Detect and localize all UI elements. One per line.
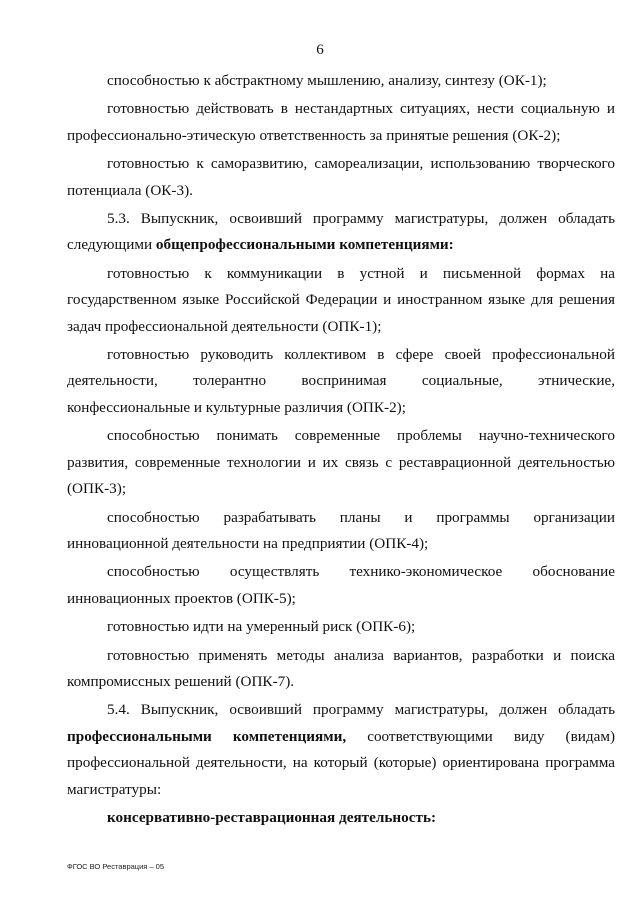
paragraph-ok1: способностью к абстрактному мышлению, анализу, синтезу (ОК-1); bbox=[107, 72, 547, 89]
section-5-4-text-end: соответствующими виду (видам) профессиональной деятельности, на который (которые) ориентирована программа магистратуры: bbox=[67, 727, 616, 798]
document-body bbox=[67, 68, 615, 831]
paragraph-opk5: способностью осуществлять технико-экономическое обоснование инновационных проектов (ОПК-5); bbox=[67, 563, 615, 607]
section-5-4-text: 5.4. Выпускник, освоивший программу магистратуры, должен обладать bbox=[107, 701, 615, 719]
paragraph-section-5-3 bbox=[67, 206, 615, 259]
subheading-text: консервативно-реставрационная деятельность: bbox=[107, 808, 437, 826]
page-number: 6 bbox=[316, 42, 324, 58]
section-5-3-text: 5.3. Выпускник, освоивший программу магистратуры, должен обладать следующими bbox=[67, 210, 615, 254]
section-5-4-bold: профессиональными компетенциями, bbox=[67, 727, 347, 745]
section-5-3-bold: общепрофессиональными компетенциями: bbox=[155, 236, 454, 254]
paragraph-opk2: готовностью руководить коллективом в сфере своей профессиональной деятельности, толерантно воспринимая социальные, этнические, конфессиональные и культурные различия (ОПК-2); bbox=[67, 346, 615, 416]
paragraph-opk1: готовностью к коммуникации в устной и письменной формах на государственном языке Российской Федерации и иностранном языке для решения задач профессиональной деятельности (ОПК-1); bbox=[67, 264, 615, 335]
paragraph-opk6: готовностью идти на умеренный риск (ОПК-6); bbox=[107, 618, 416, 636]
paragraph-opk4: способностью разрабатывать планы и программы организации инновационной деятельности на предприятии (ОПК-4); bbox=[67, 508, 615, 552]
subheading-conservation bbox=[67, 805, 615, 831]
footer-label: ФГОС ВО Реставрация – 05 bbox=[67, 862, 165, 871]
paragraph-ok3: готовностью к саморазвитию, самореализации, использованию творческого потенциала (ОК-3). bbox=[67, 155, 615, 199]
paragraph-ok2: готовностью действовать в нестандартных ситуациях, нести социальную и профессионально-этическую ответственность за принятые решения (ОК-2); bbox=[67, 100, 615, 144]
paragraph-section-5-4 bbox=[67, 697, 615, 803]
paragraph-opk3: способностью понимать современные проблемы научно-технического развития, современные технологии и их связь с реставрационной деятельностью (ОПК-3); bbox=[67, 427, 615, 498]
paragraph-opk7: готовностью применять методы анализа вариантов, разработки и поиска компромиссных решений (ОПК-7). bbox=[67, 646, 615, 690]
